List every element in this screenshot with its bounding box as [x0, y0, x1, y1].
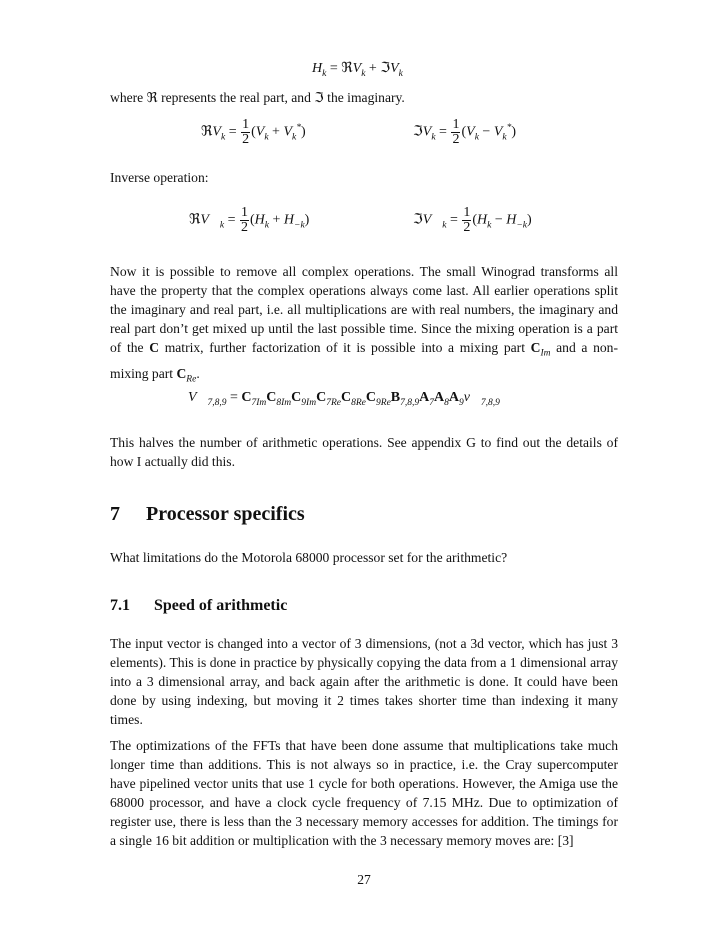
- paragraph-where: where ℜ represents the real part, and ℑ the imaginary.: [110, 90, 405, 105]
- subsection-number: 7.1: [110, 597, 130, 614]
- paragraph-optim: The optimizations of the FFTs that have been done assume that multiplications take much longer time than additions. This is not always so in practice, i.e. the Cray supercomputer have pipelined vector units that use 1 cycle for both operations. However, the Amiga use the 68000 processor, and have a clock cycle frequency of 7.15 MHz. Due to optimization of register use, there is less than the 3 necessary memory accesses for addition. The timings for a single 16 bit addition or multiplication with the 3 necessary memory moves are: [3]: [110, 738, 618, 849]
- equation-im-v: ℑV$_k$ = $\frac{1}{2}$ $(V_k - V_k^*)$: [413, 117, 517, 147]
- section-number: 7: [110, 503, 120, 525]
- equation-re-v: ℜV$_k$ = $\frac{1}{2}$ $(V_k + V_k^*)$: [201, 117, 306, 147]
- subsection-title: Speed of arithmetic: [154, 597, 288, 614]
- equation-im-vec: $ℑV⃗_k$ = $\frac{1}{2}$ $(H_k - H_{-k})$: [413, 205, 532, 235]
- equation-hk: $H_k$ = ℜV$_k$ + ℑV$_k$: [312, 61, 403, 79]
- equation-re-vec: $ℜV⃗_k$ = $\frac{1}{2}$ $(H_k + H_{-k})$: [189, 205, 310, 235]
- page-number: 27: [357, 872, 371, 887]
- paragraph-limitations: What limitations do the Motorola 68000 processor set for the arithmetic?: [110, 550, 508, 565]
- subsection-heading: [110, 597, 287, 615]
- equation-v789: $V⃗_{7,8,9}$ = $C_{7Im}C_{8Im}C_{9Im}C_{7Re}C_{8Re}C_{9Re}B_{7,8,9}A_7A_8A_9v⃗_{7,8,9}$: [188, 390, 500, 408]
- paragraph-input: The input vector is changed into a vector of 3 dimensions, (not a 3d vector, which has just 3 elements). This is done in practice by physically copying the data from a 1 dimensional array into a 3 dimensional array, and back again after the arithmetic is done. It could have been done by using indexing, but moving it 2 times takes shorter time than indexing it many times.: [110, 636, 618, 728]
- paragraph-winograd: Now it is possible to remove all complex operations. The small Winograd transforms all have the property that the complex operations always come last. All earlier operations split the imaginary and real part, i.e. all multiplications are with real numbers, the imaginary and real part don’t get mixed up until the last possible time. Since the mixing operation is a part of the C matrix, further factorization of it is possible into a mixing part $C_{Im}$ and a non-mixing part $C_{Re}$.: [110, 264, 619, 385]
- section-title: Processor specifics: [146, 503, 305, 525]
- paragraph-halves: This halves the number of arithmetic operations. See appendix G to find out the details of how I actually did this.: [110, 435, 618, 470]
- paragraph-inverse: Inverse operation:: [110, 170, 209, 185]
- section-heading: [110, 503, 305, 526]
